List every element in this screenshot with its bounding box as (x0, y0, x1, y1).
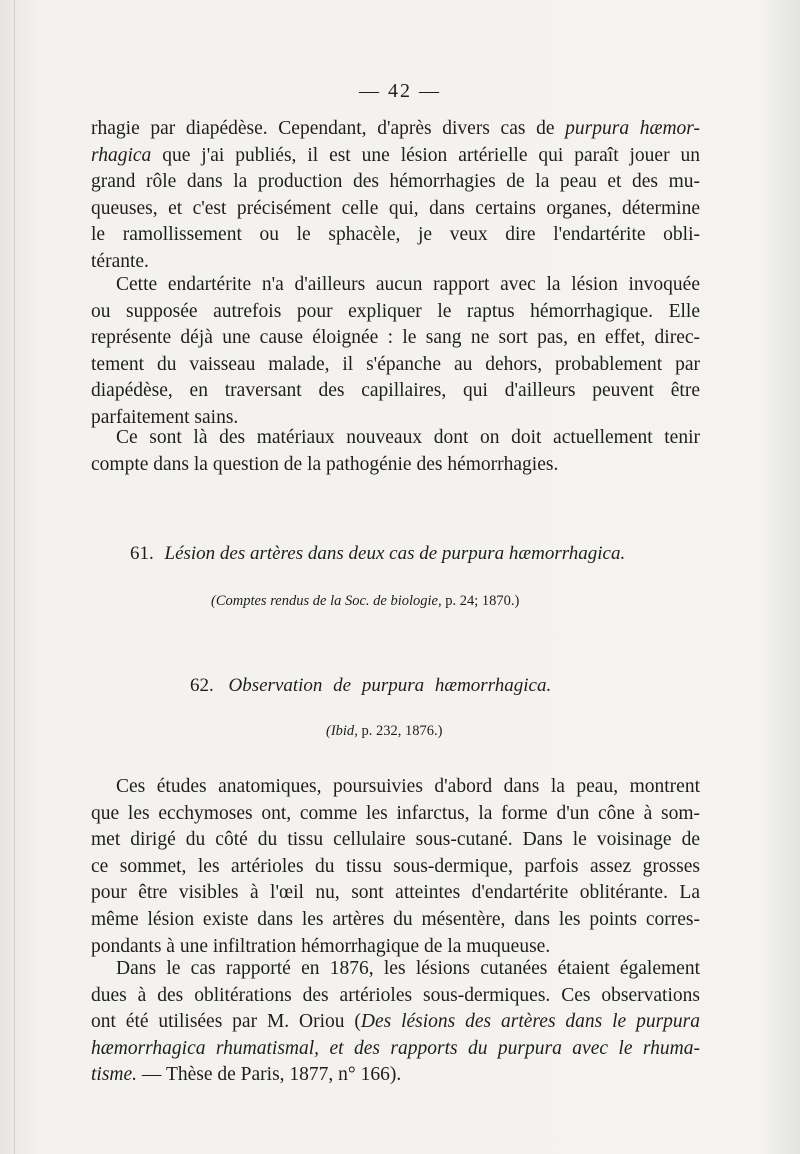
text-line: représente déjà une cause éloignée : le sang ne sort pas, en effet, direc- (91, 327, 700, 349)
text-line: ont été utilisées par M. Oriou (Des lésions des artères dans le purpura (91, 1011, 700, 1033)
text-line: Cette endartérite n'a d'ailleurs aucun rapport avec la lésion invoquée (116, 274, 700, 295)
entry-62-title: 62. Observation de purpura hæmorrhagica. (190, 675, 552, 696)
text-line: térante. (91, 250, 149, 272)
text-line: ce sommet, les artérioles du tissu sous-dermique, parfois assez grosses (91, 855, 700, 877)
paragraph-endarterite (91, 272, 700, 432)
text-line: queuses, et c'est précisément celle qui, dans certains organes, détermine (91, 197, 700, 219)
text-line: tisme. — Thèse de Paris, 1877, n° 166). (91, 1064, 402, 1086)
text-line: rhagie par diapédèse. Cependant, d'après divers cas de purpura hæmor- (91, 118, 700, 139)
text-line: pondants à une infiltration hémorrhagique de la muqueuse. (91, 935, 551, 957)
entry-62-source: (Ibid, p. 232, 1876.) (326, 723, 443, 739)
page-number: — 42 — (359, 80, 441, 102)
text-line: diapédèse, en traversant des capillaires, qui d'ailleurs peuvent être (91, 380, 700, 402)
text-line: pour être visibles à l'œil nu, sont atteintes d'endartérite oblitérante. La (91, 882, 700, 904)
text-line: que les ecchymoses ont, comme les infarctus, la forme d'un cône à som- (91, 802, 700, 824)
paragraph-cas-1876 (91, 956, 700, 1089)
text-line: compte dans la question de la pathogénie des hémorrhagies. (91, 453, 559, 475)
text-line: dues à des oblitérations des artérioles sous-dermiques. Ces observations (91, 984, 700, 1006)
page-edge-shadow (14, 0, 15, 1154)
text-line: hæmorrhagica rhumatismal, et des rapports du purpura avec le rhuma- (91, 1037, 700, 1059)
text-line: ou supposée autrefois pour expliquer le raptus hémorrhagique. Elle (91, 300, 700, 322)
paragraph-continuation (91, 116, 700, 276)
text-line: grand rôle dans la production des hémorrhagies de la peau et des mu- (91, 171, 700, 193)
text-line: Ces études anatomiques, poursuivies d'abord dans la peau, montrent (116, 776, 700, 797)
text-line: parfaitement sains. (91, 406, 239, 428)
text-line: le ramollissement ou le sphacèle, je veux dire l'endartérite obli- (91, 224, 700, 246)
text-line: met dirigé du côté du tissu cellulaire sous-cutané. Dans le voisinage de (91, 829, 700, 851)
text-line: Dans le cas rapporté en 1876, les lésions cutanées étaient également (116, 958, 700, 979)
paragraph-materiaux (91, 425, 700, 478)
paragraph-etudes (91, 774, 700, 960)
text-line: rhagica que j'ai publiés, il est une lésion artérielle qui paraît jouer un (91, 144, 700, 166)
entry-61-source: (Comptes rendus de la Soc. de biologie, p. 24; 1870.) (211, 593, 520, 609)
text-line: Ce sont là des matériaux nouveaux dont on doit actuellement tenir (116, 427, 700, 448)
text-line: même lésion existe dans les artères du mésentère, dans les points corres- (91, 908, 700, 930)
entry-61-title: 61. Lésion des artères dans deux cas de purpura hæmorrhagica. (130, 543, 626, 564)
text-line: tement du vaisseau malade, il s'épanche au dehors, probablement par (91, 353, 700, 375)
